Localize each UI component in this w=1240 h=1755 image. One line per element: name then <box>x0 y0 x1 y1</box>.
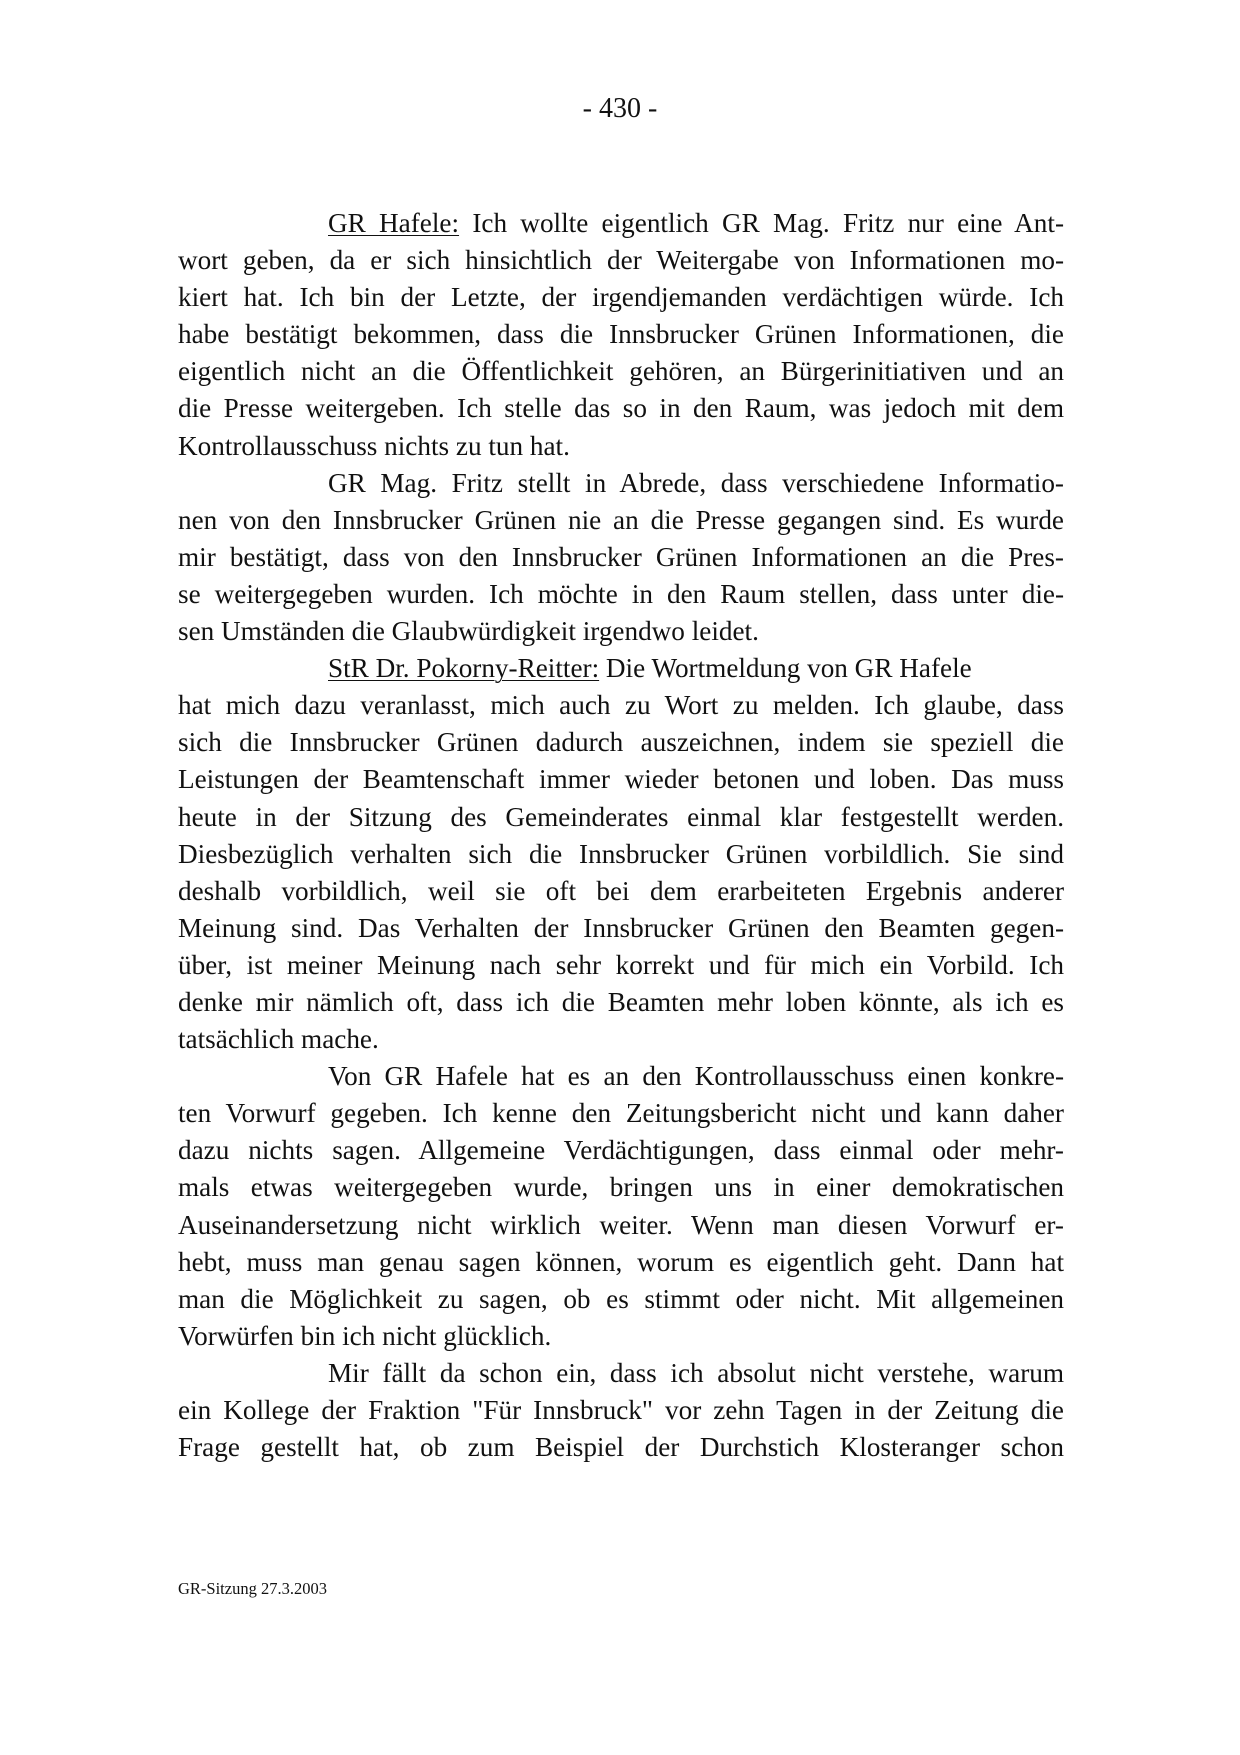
line-text: Auseinandersetzung nicht wirklich weiter. Wenn man diesen Vorwurf er- <box>178 1209 1064 1240</box>
line-text: denke mir nämlich oft, dass ich die Beamten mehr loben könnte, als ich es <box>178 986 1064 1017</box>
line-text: ein Kollege der Fraktion "Für Innsbruck" vor zehn Tagen in der Zeitung die <box>178 1395 1064 1425</box>
line-text: sen Umständen die Glaubwürdigkeit irgendwo leidet. <box>178 616 759 647</box>
text-line <box>178 1392 1064 1429</box>
text-line <box>178 465 1064 502</box>
text-line <box>178 873 1064 910</box>
text-line <box>178 799 1064 836</box>
line-text: über, ist meiner Meinung nach sehr korrekt und für mich ein Vorbild. Ich <box>178 949 1064 980</box>
text-line <box>178 687 1064 724</box>
line-text: Diesbezüglich verhalten sich die Innsbrucker Grünen vorbildlich. Sie sind <box>178 838 1064 869</box>
text-line <box>178 316 1064 353</box>
text-line <box>178 761 1064 798</box>
text-line <box>178 613 1064 650</box>
speaker-name: StR Dr. Pokorny-Reitter: <box>328 653 600 684</box>
line-text: Mir fällt da schon ein, dass ich absolut nicht verstehe, warum <box>328 1357 1064 1388</box>
text-line <box>178 390 1064 427</box>
text-line <box>178 539 1064 576</box>
line-text: tatsächlich mache. <box>178 1024 379 1055</box>
text-line <box>178 836 1064 873</box>
line-text: mir bestätigt, dass von den Innsbrucker Grünen Informationen an die Pres- <box>178 541 1064 572</box>
page-number: - 430 - <box>582 93 658 124</box>
text-line <box>178 1095 1064 1132</box>
line-text: Kontrollausschuss nichts zu tun hat. <box>178 430 570 461</box>
text-line <box>178 984 1064 1021</box>
text-line <box>178 1281 1064 1318</box>
line-text: Von GR Hafele hat es an den Kontrollausschuss einen konkre- <box>328 1061 1064 1092</box>
line-text: hat mich dazu veranlasst, mich auch zu Wort zu melden. Ich glaube, dass <box>178 690 1064 721</box>
line-text: deshalb vorbildlich, weil sie oft bei dem erarbeiteten Ergebnis anderer <box>178 875 1064 906</box>
line-text: Leistungen der Beamtenschaft immer wieder betonen und loben. Das muss <box>178 764 1064 795</box>
text-line <box>178 1021 1064 1058</box>
text-line <box>178 428 1064 465</box>
line-text: wort geben, da er sich hinsichtlich der Weitergabe von Informationen mo- <box>178 245 1064 276</box>
line-text: Meinung sind. Das Verhalten der Innsbrucker Grünen den Beamten gegen- <box>178 912 1064 943</box>
line-text: nen von den Innsbrucker Grünen nie an die Presse gegangen sind. Es wurde <box>178 504 1064 535</box>
line-text: GR Mag. Fritz stellt in Abrede, dass verschiedene Informatio- <box>328 467 1064 498</box>
text-line <box>178 1207 1064 1244</box>
text-line <box>178 279 1064 316</box>
line-text: ten Vorwurf gegeben. Ich kenne den Zeitungsbericht nicht und kann daher <box>178 1098 1064 1129</box>
text-line <box>178 910 1064 947</box>
text-line <box>178 947 1064 984</box>
line-text: man die Möglichkeit zu sagen, ob es stimmt oder nicht. Mit allgemeinen <box>178 1283 1064 1314</box>
text-line <box>178 1429 1064 1466</box>
text-line <box>178 1244 1064 1281</box>
line-text: dazu nichts sagen. Allgemeine Verdächtigungen, dass einmal oder mehr- <box>178 1135 1064 1166</box>
line-text: eigentlich nicht an die Öffentlichkeit gehören, an Bürgerinitiativen und an <box>178 356 1064 387</box>
line-text: kiert hat. Ich bin der Letzte, der irgendjemanden verdächtigen würde. Ich <box>178 282 1064 313</box>
body-text <box>178 205 1064 1466</box>
text-line <box>178 724 1064 761</box>
text-line <box>178 502 1064 539</box>
text-line <box>178 1318 1064 1355</box>
line-text: mals etwas weitergegeben wurde, bringen uns in einer demokratischen <box>178 1172 1064 1203</box>
text-line <box>178 1355 1064 1392</box>
text-line <box>178 576 1064 613</box>
text-line <box>178 1169 1064 1206</box>
line-text: Frage gestellt hat, ob zum Beispiel der Durchstich Klosteranger schon <box>178 1432 1064 1463</box>
line-text: se weitergegeben wurden. Ich möchte in den Raum stellen, dass unter die- <box>178 578 1064 609</box>
text-line <box>178 1058 1064 1095</box>
line-text: Ich wollte eigentlich GR Mag. Fritz nur eine Ant- <box>459 208 1064 238</box>
line-text: Die Wortmeldung von GR Hafele <box>599 653 972 684</box>
line-text: sich die Innsbrucker Grünen dadurch auszeichnen, indem sie speziell die <box>178 727 1064 758</box>
footer: GR-Sitzung 27.3.2003 <box>178 1579 327 1598</box>
text-line <box>178 242 1064 279</box>
text-line <box>178 205 1064 242</box>
text-line <box>178 353 1064 390</box>
text-line <box>178 650 1064 687</box>
speaker-name: GR Hafele: <box>328 208 460 238</box>
line-text: heute in der Sitzung des Gemeinderates einmal klar festgestellt werden. <box>178 801 1064 832</box>
line-text: die Presse weitergeben. Ich stelle das so in den Raum, was jedoch mit dem <box>178 393 1064 424</box>
text-line <box>178 1132 1064 1169</box>
line-text: Vorwürfen bin ich nicht glücklich. <box>178 1320 552 1351</box>
line-text: habe bestätigt bekommen, dass die Innsbrucker Grünen Informationen, die <box>178 319 1064 350</box>
line-text: hebt, muss man genau sagen können, worum es eigentlich geht. Dann hat <box>178 1246 1064 1277</box>
